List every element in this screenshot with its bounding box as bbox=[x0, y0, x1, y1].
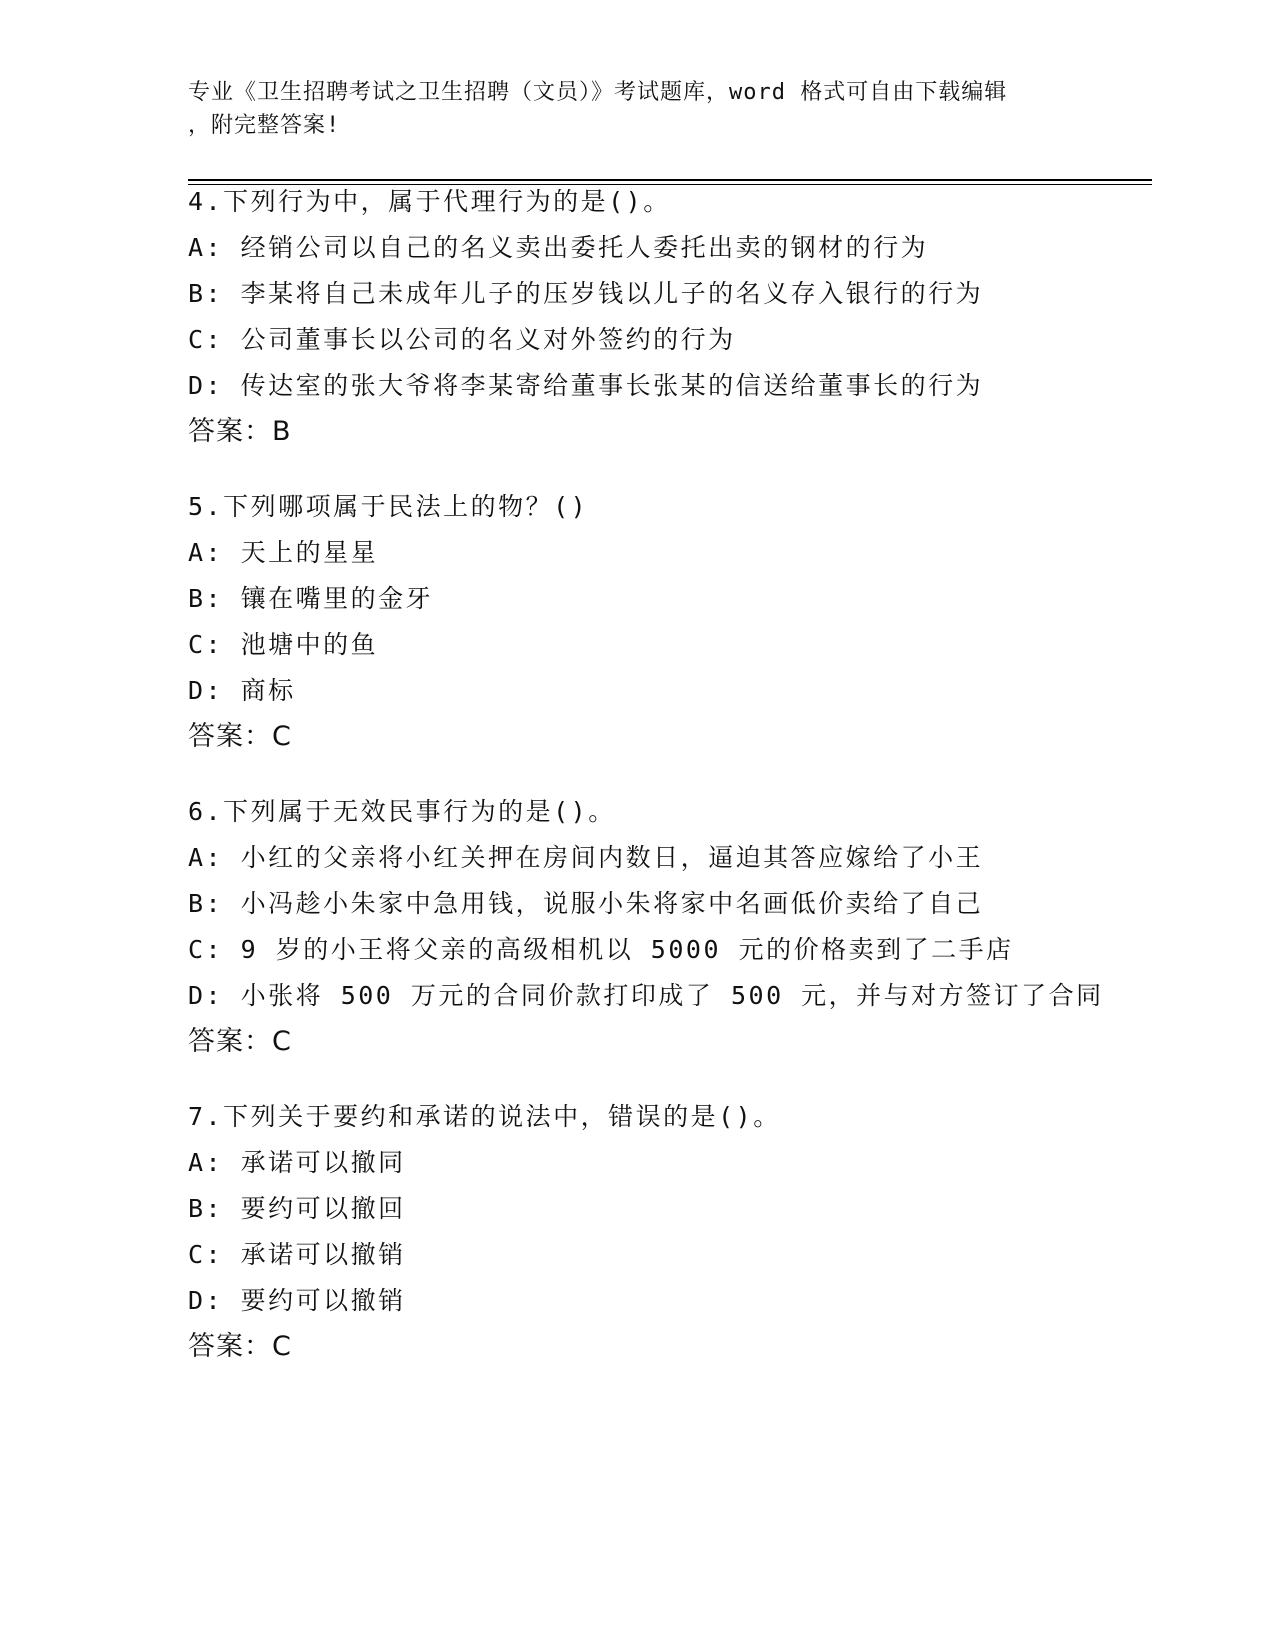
question-stem: 6.下列属于无效民事行为的是()。 bbox=[188, 797, 616, 826]
answer-label: 答案：B bbox=[188, 416, 292, 447]
option-c: C: 承诺可以撤销 bbox=[188, 1240, 406, 1269]
option-a: A: 小红的父亲将小红关押在房间内数日，逼迫其答应嫁给了小王 bbox=[188, 843, 984, 872]
question-7 bbox=[188, 1094, 1148, 1370]
header-line-1: 专业《卫生招聘考试之卫生招聘（文员）》考试题库，word 格式可自由下载编辑 bbox=[188, 80, 1008, 105]
answer-label: 答案：C bbox=[188, 1331, 292, 1362]
question-stem: 4.下列行为中，属于代理行为的是()。 bbox=[188, 187, 671, 216]
question-6 bbox=[188, 789, 1148, 1065]
document-header bbox=[188, 76, 1068, 142]
question-5 bbox=[188, 484, 1148, 760]
header-line-2: ，附完整答案! bbox=[188, 113, 341, 138]
option-b: B: 镶在嘴里的金牙 bbox=[188, 584, 434, 613]
option-d: D: 传达室的张大爷将李某寄给董事长张某的信送给董事长的行为 bbox=[188, 371, 984, 400]
option-b: B: 小冯趁小朱家中急用钱，说服小朱将家中名画低价卖给了自己 bbox=[188, 889, 984, 918]
option-a: A: 天上的星星 bbox=[188, 538, 379, 567]
option-d: D: 要约可以撤销 bbox=[188, 1286, 406, 1315]
option-c: C: 公司董事长以公司的名义对外签约的行为 bbox=[188, 325, 736, 354]
question-4 bbox=[188, 179, 1148, 455]
option-d: D: 小张将 500 万元的合同价款打印成了 500 元，并与对方签订了合同 bbox=[188, 981, 1104, 1010]
option-c: C: 池塘中的鱼 bbox=[188, 630, 379, 659]
option-a: A: 承诺可以撤同 bbox=[188, 1148, 406, 1177]
option-b: B: 要约可以撤回 bbox=[188, 1194, 406, 1223]
option-c: C: 9 岁的小王将父亲的高级相机以 5000 元的价格卖到了二手店 bbox=[188, 935, 1014, 964]
answer-label: 答案：C bbox=[188, 721, 292, 752]
option-b: B: 李某将自己未成年儿子的压岁钱以儿子的名义存入银行的行为 bbox=[188, 279, 984, 308]
question-stem: 7.下列关于要约和承诺的说法中，错误的是()。 bbox=[188, 1102, 781, 1131]
question-stem: 5.下列哪项属于民法上的物？() bbox=[188, 492, 589, 521]
option-d: D: 商标 bbox=[188, 676, 296, 705]
answer-label: 答案：C bbox=[188, 1026, 292, 1057]
option-a: A: 经销公司以自己的名义卖出委托人委托出卖的钢材的行为 bbox=[188, 233, 929, 262]
